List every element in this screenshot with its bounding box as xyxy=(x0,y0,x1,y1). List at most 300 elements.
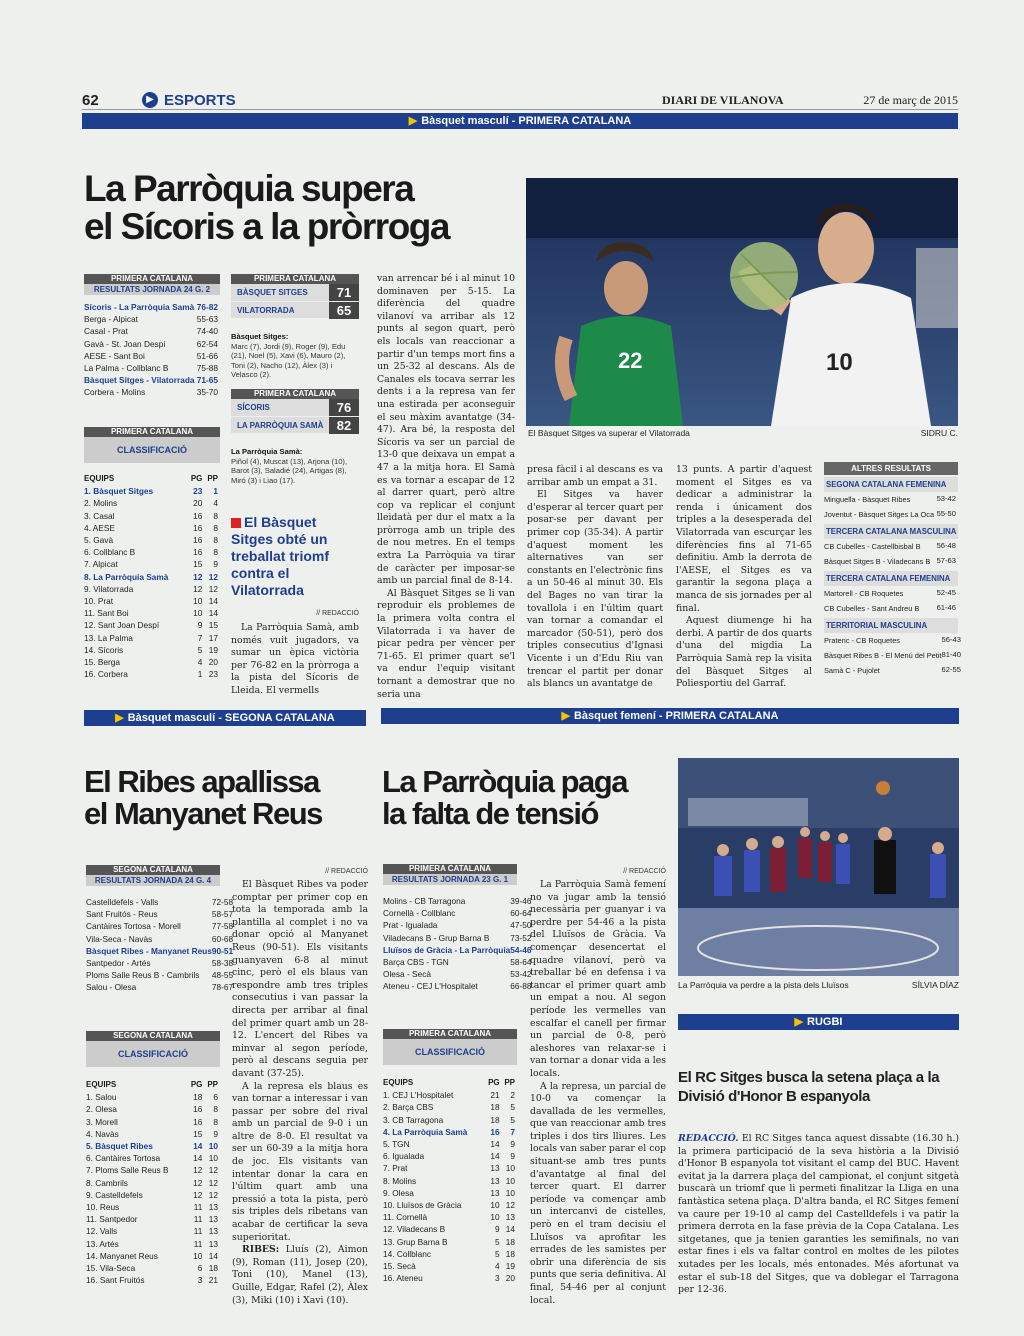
games-lost: 8 xyxy=(213,1104,218,1115)
other-results-list xyxy=(824,477,961,678)
match-score: 47-50 xyxy=(510,920,532,931)
match-name: Ploms Salle Reus B - Cambrils xyxy=(86,970,200,981)
result-group-table xyxy=(824,492,958,522)
match-score: 62-54 xyxy=(196,338,218,349)
match-score: 35-70 xyxy=(196,387,218,398)
games-won: 20 xyxy=(193,498,203,509)
games-lost: 8 xyxy=(213,510,218,521)
result-row xyxy=(824,633,963,648)
games-won: 18 xyxy=(193,1092,203,1103)
team-name: 6. Collblanc B xyxy=(84,547,136,558)
games-lost: 14 xyxy=(505,1224,515,1235)
match-score: 58-64 xyxy=(510,957,532,968)
team-name: 9. Vilatorrada xyxy=(84,583,134,594)
games-lost: 1 xyxy=(213,486,218,497)
games-won: 4 xyxy=(495,1261,500,1272)
results-box-femeni xyxy=(383,864,532,993)
headline-article4: El RC Sitges busca la setena plaça a la Divisió d'Honor B espanyola xyxy=(678,1069,940,1105)
games-won: 3 xyxy=(197,1275,203,1286)
standings-row xyxy=(84,522,220,534)
match-name: CB Cubelles - Sant Andreu B xyxy=(824,604,920,613)
page-number: 62 xyxy=(82,92,99,109)
team-name: VILATORRADA xyxy=(237,305,295,315)
result-row xyxy=(84,374,220,386)
team-name: 15. Berga xyxy=(84,657,120,668)
games-won: 16 xyxy=(193,535,203,546)
games-lost: 12 xyxy=(208,1165,218,1176)
games-lost: 18 xyxy=(208,1263,218,1274)
result-row xyxy=(383,919,534,931)
games-won: 18 xyxy=(490,1102,500,1113)
result-group-title: TERCERA CATALANA MASCULINA xyxy=(824,524,958,539)
games-won: 12 xyxy=(193,571,203,582)
games-won: 13 xyxy=(490,1187,500,1198)
results-box-segona xyxy=(86,865,234,994)
match-name: Samà C - Pujolet xyxy=(824,666,880,675)
team-name: 15. Secà xyxy=(383,1261,416,1272)
arrow-icon: ▶ xyxy=(115,712,124,724)
games-lost: 17 xyxy=(208,632,218,643)
article1-column-4 xyxy=(676,464,812,689)
team-name: 14. Manyanet Reus xyxy=(86,1250,158,1261)
paragraph: 13 punts. A partir d'aquest moment el Sitges es va dedicar a administrar la renda i únicament dos triples a la desesperada del Vilatorrada van escurçar les diferències fins al 71-65 definitiu. Amb la derrota de l'AESE, el Sitges es va garantir la segona plaça a manca de sis jornades per al final. xyxy=(676,464,812,614)
arrow-icon: ▶ xyxy=(794,1016,803,1028)
match-score: 39-46 xyxy=(510,896,532,906)
games-lost: 13 xyxy=(208,1214,218,1225)
standings-row xyxy=(84,595,220,607)
standings-header xyxy=(383,1077,517,1089)
team-name: 10. Reus xyxy=(86,1202,120,1213)
team-score: 71 xyxy=(329,284,359,301)
standings-row xyxy=(84,546,220,558)
team-name: 5. Gavà xyxy=(84,535,114,546)
standings-row xyxy=(86,1091,220,1103)
roster-text: Lluís (2), Aimon (9), Roman (11), Josep (20), Toni (10), Manel (13), Guille, Edgar, Rafel (2), Àlex (3), Miki (10) i Xavi (10). xyxy=(232,1244,368,1306)
match-score: 52-45 xyxy=(936,588,956,598)
photo-credit-2: SÍLVIA DÍAZ xyxy=(911,980,959,990)
team-name: 1. Salou xyxy=(86,1092,117,1103)
standings-row xyxy=(86,1152,220,1164)
games-won: 16 xyxy=(490,1126,500,1137)
games-won: 4 xyxy=(197,657,203,668)
standings-table xyxy=(383,1077,517,1284)
article3-body xyxy=(530,879,666,1306)
team-name: 10. Prat xyxy=(84,596,114,607)
standings-row xyxy=(84,485,220,497)
headline-article1 xyxy=(84,170,524,245)
match-name: Prat - Igualada xyxy=(383,920,438,931)
arrow-icon: ▶ xyxy=(561,710,570,722)
games-lost: 13 xyxy=(505,1212,515,1223)
games-lost: 19 xyxy=(208,644,218,655)
roster-label: La Parròquia Samà: xyxy=(231,447,303,456)
team-name: BÀSQUET SITGES xyxy=(237,288,308,297)
result-group-table xyxy=(824,586,958,616)
games-won: 9 xyxy=(197,620,203,631)
team-name: 3. Morell xyxy=(86,1116,118,1127)
scoreboard xyxy=(231,284,359,318)
games-won: 11 xyxy=(193,1238,203,1249)
team-name: 1. CEJ L'Hospitalet xyxy=(383,1090,454,1101)
result-row xyxy=(824,663,963,678)
standings-row xyxy=(383,1260,517,1272)
standings-row xyxy=(84,644,220,656)
match-score: 57-63 xyxy=(936,556,956,566)
match-score: 81-40 xyxy=(941,650,961,660)
photo-caption-1: El Bàsquet Sitges va superar el Vilatorrada xyxy=(528,428,690,438)
games-lost: 7 xyxy=(510,1126,515,1137)
results-table xyxy=(383,895,534,993)
issue-date: 27 de març de 2015 xyxy=(863,93,958,107)
byline: // REDACCIÓ xyxy=(623,868,666,875)
arrow-icon: ▶ xyxy=(408,115,418,127)
section-name: ESPORTS xyxy=(164,92,236,109)
score-box-parroquia xyxy=(231,389,359,485)
roster-parroquia xyxy=(231,447,359,485)
games-lost: 5 xyxy=(510,1114,515,1125)
result-row xyxy=(84,301,220,313)
result-row xyxy=(84,350,220,362)
match-name: Martorell - CB Roquetes xyxy=(824,589,904,598)
team-name: 16. Ateneu xyxy=(383,1273,423,1284)
score-row-away xyxy=(231,301,359,318)
page-header xyxy=(82,88,958,110)
paragraph: La Parròquia Samà, amb només vuit jugadors, va sumar un èpica victòria per 76-82 en la pròrroga a la pista del Sícoris de Lleida. El vermells xyxy=(231,622,359,696)
games-won: 16 xyxy=(193,1104,203,1115)
standings-header xyxy=(84,473,220,485)
match-score: 73-52 xyxy=(510,932,532,943)
headline-line: el Sícoris a la pròrroga xyxy=(84,205,449,247)
games-lost: 10 xyxy=(505,1163,515,1174)
team-score: 65 xyxy=(329,302,359,319)
standings-row xyxy=(86,1225,220,1237)
standings-row xyxy=(383,1114,517,1126)
match-name: Gavà - St. Joan Despí xyxy=(84,338,166,349)
match-name: La Palma - Collblanc B xyxy=(84,363,169,374)
standings-row xyxy=(86,1189,220,1201)
column-header: EQUIPS xyxy=(84,474,115,483)
standings-row xyxy=(84,534,220,546)
match-name: AESE - Sant Boi xyxy=(84,350,145,361)
match-name: Molins - CB Tarragona xyxy=(383,896,466,906)
games-lost: 13 xyxy=(208,1238,218,1249)
box-title: ALTRES RESULTATS xyxy=(824,462,958,475)
lead-word: REDACCIÓ. xyxy=(678,1133,739,1144)
games-won: 14 xyxy=(490,1139,500,1150)
team-score: 82 xyxy=(329,417,359,434)
paragraph: van arrencar bé i al minut 10 dominaven per 5-15. La diferència del quadre vilanoví va arribar als 12 punts al segon quart, però els locals van reaccionar a partir d'un temps mort fins a un 25-32 al descans. Als de Canales els tocava serrar les dents i a la represa van fer una estirada per aconseguir el seu màxim avantatge (34-47). Ara bé, la resposta del Sícoris va ser un parcial de 13-0 que deixava un empat a 47 a la mitja hora. El Samà es va tornar a escapar de 12 al darrer quart, però altre cop va replicar el conjunt lleidatà per dur el matx a la pròrroga amb un triple des de nou metres. En el temps extra La Parròquia va tirar de caràcter per imposar-se amb un parcial final de 8-14. xyxy=(377,273,515,587)
svg-text:22: 22 xyxy=(618,348,643,373)
byline: // REDACCIÓ xyxy=(325,868,368,875)
result-row xyxy=(383,907,534,919)
standings-row xyxy=(383,1211,517,1223)
games-won: 16 xyxy=(193,522,203,533)
paragraph: La Parròquia Samà femení no va jugar amb la tensió necessària per guanyar i va perdre per 54-46 a la pista del Lluïsos de Gràcia. Va començar desencertat el quadre vilanoví, però va treballar bé en defensa i va tancar el primer quart amb un empat a nou. Al segon període les vermelles van escalfar el canell per firmar un parcial de 0-8, però aleshores van relaxar-se i van tornar a donar vida a les locals. xyxy=(530,879,666,1079)
games-lost: 6 xyxy=(213,1092,218,1103)
match-name: CB Cubelles - Castellbisbal B xyxy=(824,542,921,551)
match-score: 56-43 xyxy=(941,635,961,645)
games-won: 16 xyxy=(193,510,203,521)
games-won: 3 xyxy=(495,1273,500,1284)
paragraph: presa fàcil i al descans es va arribar amb un empat a 31. xyxy=(527,464,663,488)
standings-row xyxy=(84,619,220,631)
games-lost: 12 xyxy=(208,1189,218,1200)
result-row xyxy=(86,896,235,908)
games-lost: 14 xyxy=(208,1250,218,1261)
standings-row xyxy=(383,1248,517,1260)
games-lost: 12 xyxy=(208,1177,218,1188)
team-name: 6. Cantàires Tortosa xyxy=(86,1153,161,1164)
match-score: 90-51 xyxy=(211,945,234,956)
games-lost: 14 xyxy=(208,596,218,607)
team-score: 76 xyxy=(329,399,359,416)
games-lost: 8 xyxy=(213,522,218,533)
team-name: 7. Ploms Salle Reus B xyxy=(86,1165,169,1176)
result-row xyxy=(86,920,235,932)
standings-row xyxy=(84,583,220,595)
result-row xyxy=(824,507,958,522)
match-score: 71-65 xyxy=(196,375,218,386)
result-row xyxy=(383,980,534,992)
results-table xyxy=(84,301,220,399)
match-name: Cornellà - Collblanc xyxy=(383,908,456,919)
photo-credit-1: SIDRU C. xyxy=(920,428,958,438)
games-won: 11 xyxy=(193,1214,203,1225)
team-name: 5. Bàsquet Ribes xyxy=(86,1141,153,1152)
match-score: 66-88 xyxy=(510,981,532,992)
standings-row xyxy=(86,1238,220,1250)
box-title: PRIMERA CATALANA xyxy=(84,274,220,284)
result-row xyxy=(824,586,958,601)
team-name: 12. Viladecans B xyxy=(383,1224,446,1235)
score-row-home xyxy=(231,284,359,301)
match-score: 61-46 xyxy=(936,603,956,613)
box-title: PRIMERA CATALANA xyxy=(84,427,220,437)
standings-row xyxy=(383,1101,517,1113)
article1-column-3 xyxy=(527,464,663,689)
standings-row xyxy=(383,1236,517,1248)
column-header: PG xyxy=(488,1078,500,1087)
paragraph: A la represa, un parcial de 10-0 va començar la davallada de les vermelles, que van reaccionar amb tres triples i dos tirs lliures. Les locals van saber parar el cop situant-se amb tres punts d'avantatge al final del tercer quart. El darrer període va començar amb un intercanvi de cistelles, però en el tram decisiu el Lluïsos va aprofitar les errades de les samistes per obrir una diferència de sis punts que seria definitiva. Al final, 54-46 per al conjunt local. xyxy=(530,1080,666,1306)
section-bar-label: Bàsquet masculí - PRIMERA CATALANA xyxy=(421,115,632,127)
standings-box-primera xyxy=(84,427,220,680)
svg-text:10: 10 xyxy=(826,349,853,376)
match-name: Joventut - Bàsquet Sitges La Oca xyxy=(824,510,935,519)
match-score: 53-42 xyxy=(510,969,532,980)
games-lost: 15 xyxy=(208,620,218,631)
team-name: 4. Navàs xyxy=(86,1128,119,1139)
team-name: 8. Cambrils xyxy=(86,1177,128,1188)
games-lost: 8 xyxy=(213,547,218,558)
games-lost: 12 xyxy=(208,583,218,594)
standings-row xyxy=(84,656,220,668)
column-header: PG xyxy=(190,474,203,483)
subheadline-sitges xyxy=(231,514,359,599)
games-won: 10 xyxy=(193,596,203,607)
result-row xyxy=(86,957,235,969)
headline-article3 xyxy=(382,766,672,829)
games-lost: 14 xyxy=(208,608,218,619)
team-name: 14. Collblanc xyxy=(383,1248,431,1259)
subheadline-text: El Bàsquet Sitges obté un treballat triomf contra el Vilatorrada xyxy=(231,514,330,598)
match-name: Ateneu - CEJ L'Hospitalet xyxy=(383,981,478,992)
standings-row xyxy=(383,1187,517,1199)
team-name: 6. Igualada xyxy=(383,1151,425,1162)
box-title: SEGONA CATALANA xyxy=(86,1031,220,1041)
team-name: 7. Prat xyxy=(383,1163,408,1174)
games-lost: 12 xyxy=(505,1200,515,1211)
standings-row xyxy=(86,1177,220,1189)
games-lost: 18 xyxy=(505,1248,515,1259)
match-score: 58-38 xyxy=(211,958,234,969)
games-won: 13 xyxy=(490,1163,500,1174)
roster-sitges xyxy=(231,332,359,380)
standings-row xyxy=(383,1175,517,1187)
standings-row xyxy=(383,1223,517,1235)
headline-line: La Parròquia supera xyxy=(84,168,414,209)
team-name: 2. Barça CBS xyxy=(383,1102,434,1113)
games-won: 12 xyxy=(193,583,203,594)
result-row xyxy=(86,908,235,920)
result-row xyxy=(84,325,220,337)
team-name: 9. Olesa xyxy=(383,1187,414,1198)
team-name: 15. Vila-Seca xyxy=(86,1263,136,1274)
team-name: 16. Corbera xyxy=(84,669,128,680)
results-table xyxy=(86,896,235,994)
byline: // REDACCIÓ xyxy=(316,610,359,617)
standings-row xyxy=(84,571,220,583)
team-name: 12. Valls xyxy=(86,1226,118,1237)
result-row xyxy=(84,386,220,398)
photo-caption-2: La Parròquia va perdre a la pista dels Lluïsos xyxy=(678,980,849,990)
match-score: 54-46 xyxy=(510,944,532,955)
result-row xyxy=(383,932,534,944)
team-name: 4. AESE xyxy=(84,522,115,533)
section-bar-rugbi xyxy=(678,1014,959,1030)
team-name: 1. Bàsquet Sitges xyxy=(84,486,154,497)
roster-text: Marc (7), Jordi (9), Roger (9), Edu (21), Noel (5), Xavi (6), Mauro (2), Toni (2), Nacho (12), Àlex (3) i Velasco (2). xyxy=(231,341,346,379)
standings-row xyxy=(84,632,220,644)
section-bar-segona xyxy=(84,710,366,726)
games-lost: 18 xyxy=(505,1236,515,1247)
match-score: 72-58 xyxy=(211,897,234,907)
standings-row xyxy=(86,1128,220,1140)
standings-row xyxy=(84,510,220,522)
standings-box-segona xyxy=(86,1031,220,1286)
games-won: 10 xyxy=(193,1250,203,1261)
games-lost: 9 xyxy=(213,559,218,570)
result-group-title: TERRITORIAL MASCULINA xyxy=(824,618,958,633)
games-won: 10 xyxy=(490,1212,500,1223)
games-won: 14 xyxy=(193,1141,203,1152)
games-lost: 21 xyxy=(208,1275,218,1286)
match-name: Sant Fruitós - Reus xyxy=(86,909,158,920)
column-header: PP xyxy=(504,1078,515,1087)
team-name: 10. Lluïsos de Gràcia xyxy=(383,1200,462,1211)
column-header: EQUIPS xyxy=(383,1078,414,1087)
games-won: 7 xyxy=(197,632,203,643)
paragraph: El Sitges va haver d'esperar al tercer quart per posar-se per davant per primer cop (35-34). A partir d'aquest moment les alternatives van ser constants en l'electrònic fins a un 50-46 al minut 30. Els del Bages no van tirar la tovallola i en l'últim quart van tornar a comandar el marcador (50-51), però dos triples consecutius d'Ignasi Vicente i un d'Edu Riu van trencar el partit per donar als blancs un avantatge de xyxy=(527,489,663,690)
games-won: 23 xyxy=(193,486,203,497)
team-name: SÍCORIS xyxy=(237,403,270,412)
match-name: Castelldefels - Valls xyxy=(86,897,159,907)
games-lost: 9 xyxy=(510,1139,515,1150)
column-header: PP xyxy=(207,474,218,483)
result-row xyxy=(824,648,963,663)
standings-row xyxy=(383,1138,517,1150)
paragraph: Aquest diumenge hi ha derbi. A partir de dos quarts d'una del migdia La Parròquia Samà rep la visita del Bàsquet Sitges al Poliesportiu del Garraf. xyxy=(676,615,812,690)
games-won: 11 xyxy=(193,1226,203,1237)
standings-row xyxy=(86,1250,220,1262)
games-won: 5 xyxy=(495,1248,500,1259)
games-lost: 12 xyxy=(208,571,218,582)
team-name: 4. La Parròquia Samà xyxy=(383,1126,468,1137)
paragraph: A la represa els blaus es van tornar a interessar i van passar per sobre del rival amb un parcial de 9-0 i un altre de 8-0. El resultat va ser un 60-39 a la mitja hora de joc. Els visitants van intentar donar la cara en l'últim quart amb una pressió a tota la pista, però sis triples dels ribetans van acabar de certificar la seva superioritat. xyxy=(232,1080,368,1243)
result-row xyxy=(824,554,958,569)
score-row-home xyxy=(231,399,359,416)
roster-label: Bàsquet Sitges: xyxy=(231,332,289,341)
games-lost: 9 xyxy=(213,1128,218,1139)
match-name: Casal - Prat xyxy=(84,326,128,337)
games-lost: 20 xyxy=(505,1273,515,1284)
team-name: 2. Olesa xyxy=(86,1104,117,1115)
games-won: 14 xyxy=(193,1153,203,1164)
standings-row xyxy=(86,1103,220,1115)
standings-row xyxy=(383,1199,517,1211)
standings-row xyxy=(84,558,220,570)
article4-body xyxy=(678,1133,959,1303)
games-won: 6 xyxy=(197,1263,203,1274)
games-won: 21 xyxy=(490,1090,500,1101)
headline-line: La Parròquia paga xyxy=(382,764,627,799)
match-score: 60-68 xyxy=(211,933,234,944)
result-row xyxy=(86,945,235,957)
team-name: 12. Sant Joan Despí xyxy=(84,620,160,631)
headline-article2 xyxy=(84,766,374,829)
match-score: 56-48 xyxy=(936,541,956,551)
match-score: 76-82 xyxy=(196,302,218,312)
match-name: Pratenc - CB Roquetes xyxy=(824,636,900,645)
box-title: PRIMERA CATALANA xyxy=(231,389,359,399)
standings-box-femeni xyxy=(383,1029,517,1284)
match-score: 55-63 xyxy=(196,314,218,325)
team-name: 8. Molins xyxy=(383,1175,417,1186)
match-name: Olesa - Secà xyxy=(383,969,431,980)
box-title: PRIMERA CATALANA xyxy=(383,864,517,874)
team-name: 7. Alpicat xyxy=(84,559,118,570)
other-results-box xyxy=(824,462,961,678)
paragraph: El Bàsquet Ribes va poder comptar per primer cop en tota la temporada amb la plantilla al complet i no va donar opció al Manyanet Reus (90-51). Els visitants guanyaven 6-8 al minut cinc, però el els blaus van respondre amb tres triples consecutius i van passar la directa per arribar al final del primer quart amb un 28-12. L'encert del Ribes va minvar al segon període, però al descans seguia per davant (37-25). xyxy=(232,879,368,1079)
games-won: 12 xyxy=(193,1189,203,1200)
box-title: SEGONA CATALANA xyxy=(86,865,220,875)
team-name: LA PARRÒQUIA SAMÀ xyxy=(237,420,324,430)
match-score: 48-55 xyxy=(211,970,234,981)
games-lost: 13 xyxy=(208,1202,218,1213)
standings-row xyxy=(84,607,220,619)
article1-column-1 xyxy=(231,622,359,696)
games-won: 11 xyxy=(193,1202,203,1213)
result-row xyxy=(824,539,958,554)
games-won: 16 xyxy=(193,1116,203,1127)
games-lost: 10 xyxy=(208,1153,218,1164)
column-header: PP xyxy=(207,1080,218,1089)
section-icon: ▶ xyxy=(142,92,158,108)
games-lost: 5 xyxy=(510,1102,515,1113)
standings-row xyxy=(86,1274,220,1286)
score-row-away xyxy=(231,416,359,433)
section-bar-femeni xyxy=(381,708,959,724)
result-row xyxy=(84,313,220,325)
